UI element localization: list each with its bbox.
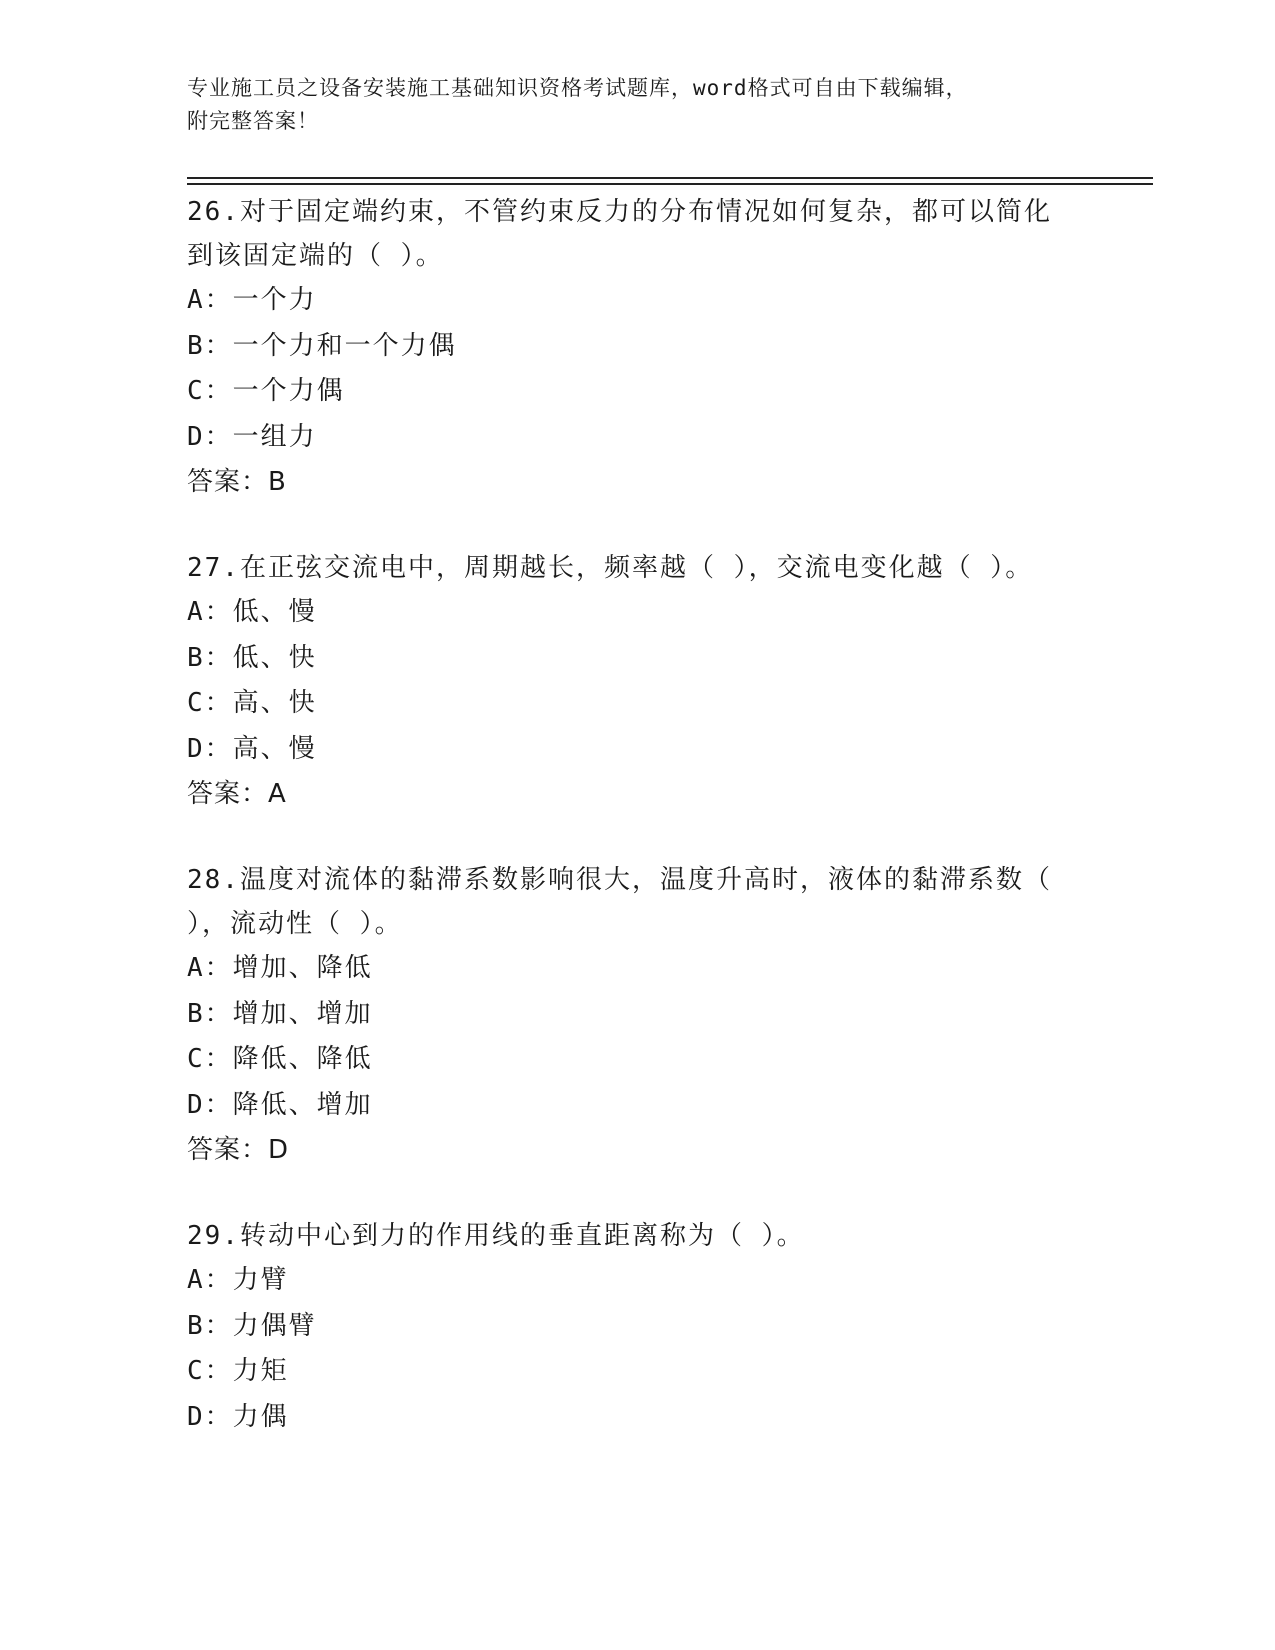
option-a: A：力臂	[187, 1265, 289, 1295]
question-text: 29.转动中心到力的作用线的垂直距离称为（ ）。	[187, 1221, 805, 1251]
header-line-2: 附完整答案！	[187, 109, 319, 133]
option-c: C：一个力偶	[187, 376, 345, 406]
header-divider-bottom	[187, 183, 1153, 185]
option-c: C：降低、降低	[187, 1044, 373, 1074]
question-text: 28.温度对流体的黏滞系数影响很大，温度升高时，液体的黏滞系数（ ），流动性（ ）。	[187, 865, 1052, 939]
question-text: 26.对于固定端约束，不管约束反力的分布情况如何复杂，都可以简化到该固定端的（ ）。	[187, 197, 1052, 271]
option-b: B：力偶臂	[187, 1310, 317, 1341]
option-d: D：一组力	[187, 421, 317, 452]
question-29	[187, 1214, 1107, 1440]
document-header	[187, 72, 1087, 138]
option-d: D：力偶	[187, 1401, 289, 1432]
question-27	[187, 546, 1107, 816]
option-b: B：增加、增加	[187, 998, 373, 1029]
option-c: C：力矩	[187, 1356, 289, 1386]
header-divider-top	[187, 177, 1153, 179]
option-a: A：增加、降低	[187, 953, 373, 983]
answer: 答案：D	[187, 1135, 290, 1165]
question-28	[187, 858, 1107, 1172]
option-b: B：低、快	[187, 642, 317, 673]
option-d: D：高、慢	[187, 733, 317, 764]
answer: 答案：B	[187, 467, 287, 497]
header-line-1: 专业施工员之设备安装施工基础知识资格考试题库，word格式可自由下载编辑，	[187, 76, 968, 100]
option-c: C：高、快	[187, 688, 317, 718]
option-a: A：一个力	[187, 285, 317, 315]
question-26	[187, 190, 1107, 504]
option-a: A：低、慢	[187, 597, 317, 627]
question-list	[187, 190, 1107, 1482]
option-d: D：降低、增加	[187, 1089, 373, 1120]
option-b: B：一个力和一个力偶	[187, 330, 457, 361]
answer: 答案：A	[187, 779, 287, 809]
question-text: 27.在正弦交流电中，周期越长，频率越（ ），交流电变化越（ ）。	[187, 553, 1034, 583]
